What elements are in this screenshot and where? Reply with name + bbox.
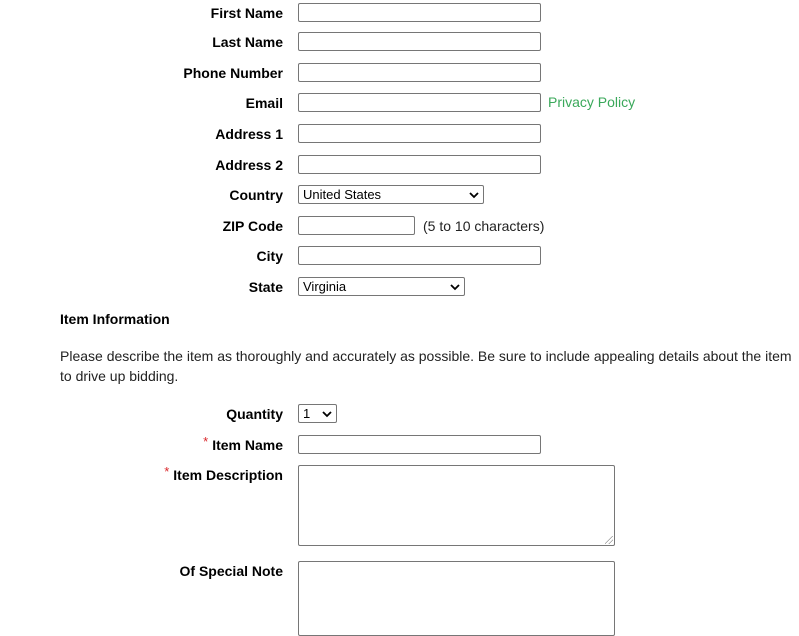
address2-input[interactable] xyxy=(298,155,541,174)
item-name-input[interactable] xyxy=(298,435,541,454)
item-information-heading: Item Information xyxy=(60,311,170,327)
country-select[interactable] xyxy=(298,185,484,204)
email-row xyxy=(0,93,799,115)
email-label: Email xyxy=(245,95,283,111)
quantity-selected-value: 1 xyxy=(303,406,311,421)
city-input[interactable] xyxy=(298,246,541,265)
zip-input[interactable] xyxy=(298,216,415,235)
item-description-row xyxy=(0,465,799,547)
zip-row xyxy=(0,216,799,238)
first-name-input[interactable] xyxy=(298,3,541,22)
item-description-textarea[interactable] xyxy=(298,465,615,546)
item-name-label xyxy=(203,434,283,453)
item-description-instructions: Please describe the item as thoroughly and accurately as possible. Be sure to include appealing details about the item to drive up bidding. xyxy=(60,348,792,384)
special-note-label: Of Special Note xyxy=(179,563,283,579)
item-name-row xyxy=(0,435,799,457)
address2-row xyxy=(0,155,799,177)
item-name-label-text: Item Name xyxy=(212,437,283,453)
quantity-row xyxy=(0,404,799,426)
zip-hint: (5 to 10 characters) xyxy=(423,218,545,234)
first-name-row xyxy=(0,3,799,25)
country-row xyxy=(0,185,799,207)
first-name-label: First Name xyxy=(210,5,283,21)
city-label: City xyxy=(256,248,283,264)
quantity-select[interactable] xyxy=(298,404,337,423)
address2-label: Address 2 xyxy=(215,157,283,173)
country-selected-value: United States xyxy=(303,187,382,202)
phone-row xyxy=(0,63,799,85)
last-name-input[interactable] xyxy=(298,32,541,51)
zip-label: ZIP Code xyxy=(222,218,283,234)
email-input[interactable] xyxy=(298,93,541,112)
phone-input[interactable] xyxy=(298,63,541,82)
item-description-label-text: Item Description xyxy=(173,467,283,483)
country-label: Country xyxy=(229,187,283,203)
city-row xyxy=(0,246,799,268)
state-select[interactable] xyxy=(298,277,465,296)
last-name-label: Last Name xyxy=(212,34,283,50)
quantity-label: Quantity xyxy=(226,406,283,422)
state-label: State xyxy=(248,279,283,295)
chevron-down-icon xyxy=(322,406,332,422)
resize-grip-icon[interactable] xyxy=(605,536,613,544)
privacy-policy-link[interactable]: Privacy Policy xyxy=(548,94,636,110)
special-note-row xyxy=(0,561,799,631)
chevron-down-icon xyxy=(450,279,460,295)
item-description-label xyxy=(164,464,283,483)
chevron-down-icon xyxy=(469,187,479,203)
state-selected-value: Virginia xyxy=(303,279,347,294)
address1-input[interactable] xyxy=(298,124,541,143)
phone-label: Phone Number xyxy=(183,65,283,81)
address1-label: Address 1 xyxy=(215,126,283,142)
last-name-row xyxy=(0,32,799,54)
address1-row xyxy=(0,124,799,146)
required-asterisk: * xyxy=(203,434,209,449)
required-asterisk: * xyxy=(164,464,170,479)
special-note-textarea[interactable] xyxy=(298,561,615,636)
state-row xyxy=(0,277,799,299)
